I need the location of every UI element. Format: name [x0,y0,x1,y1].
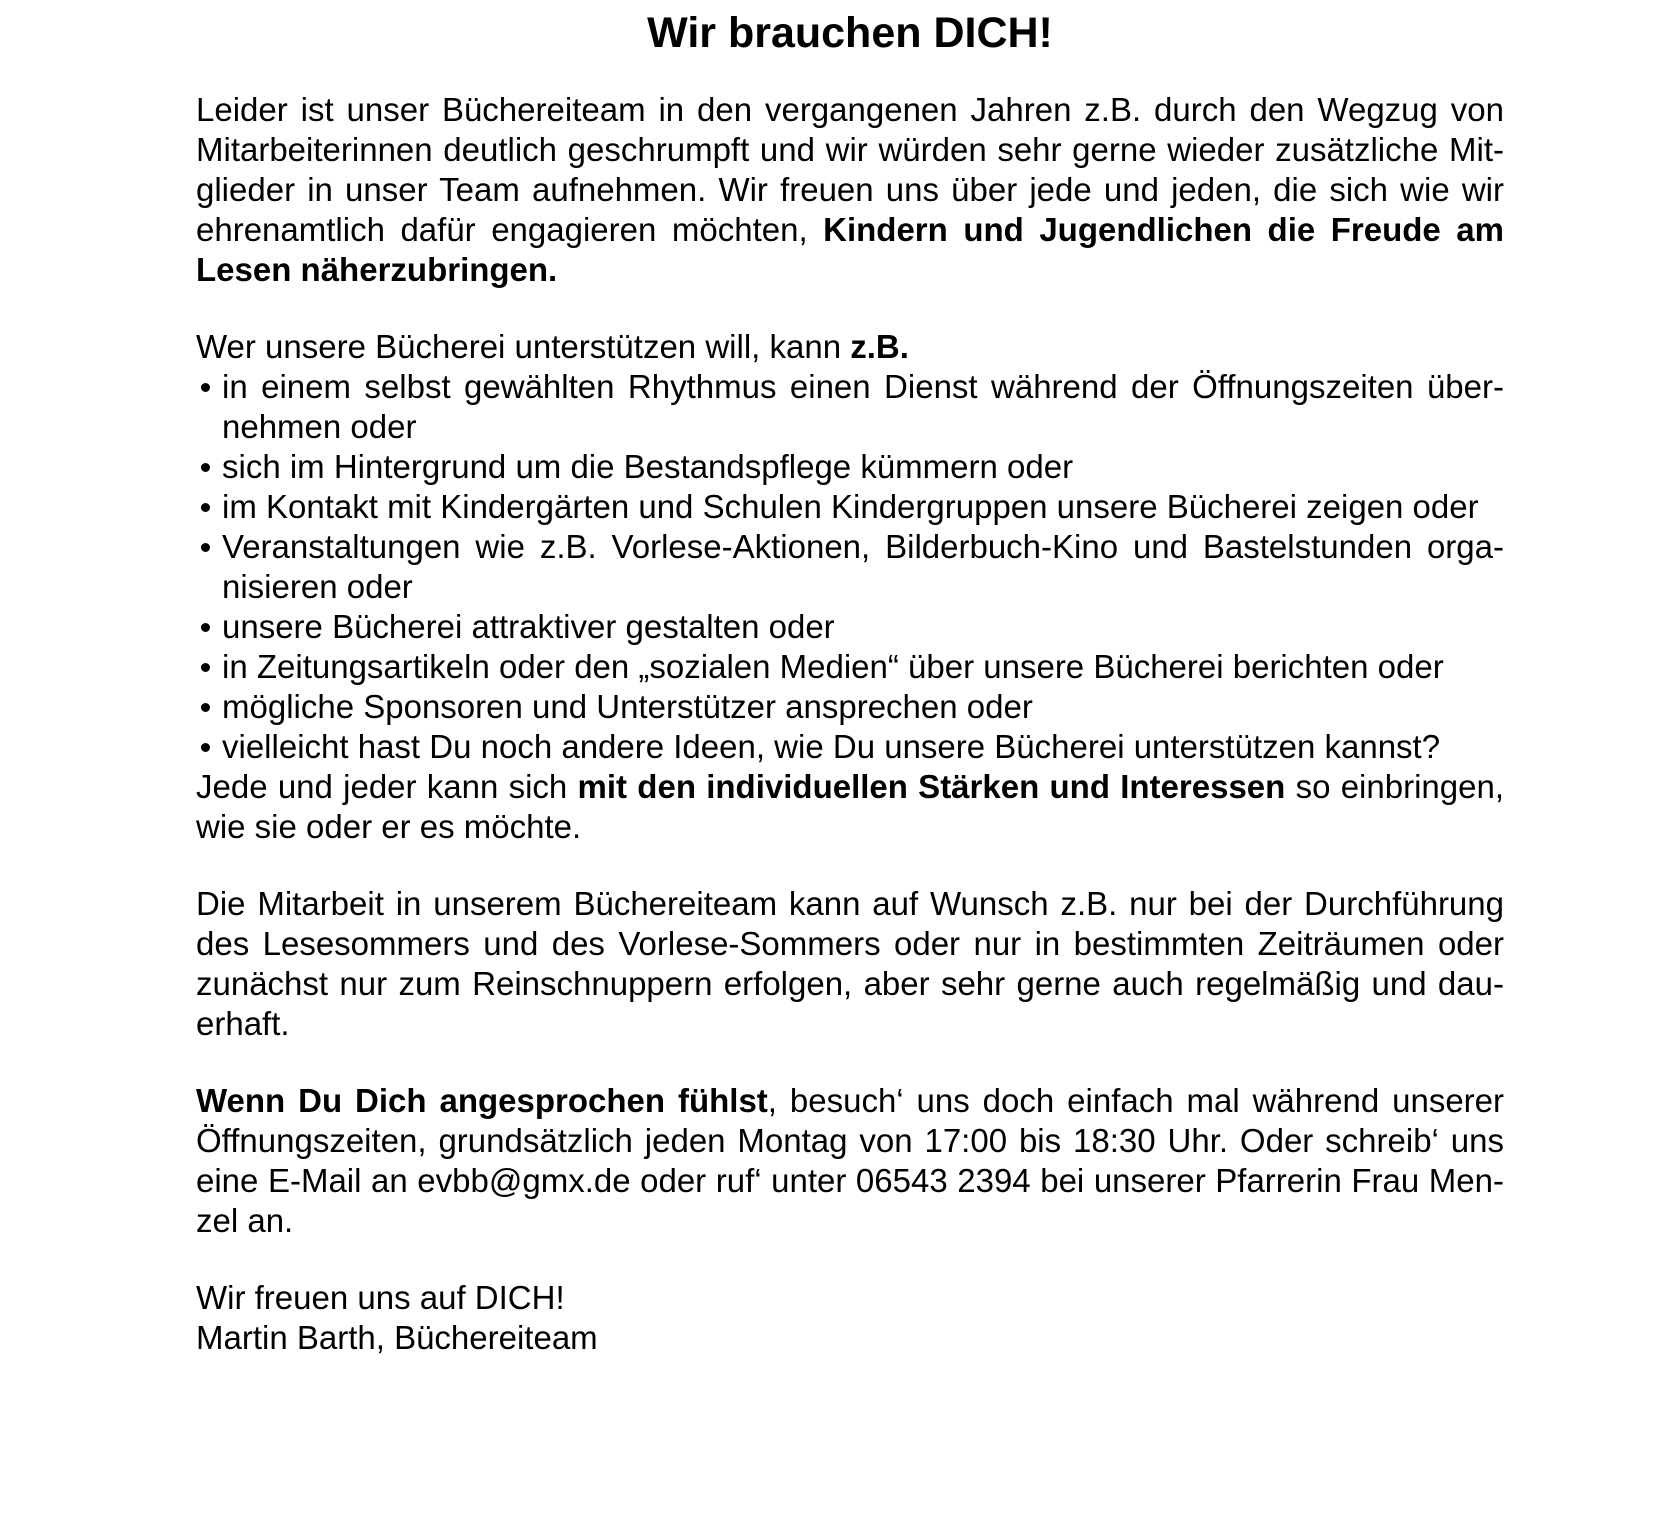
support-options-list [196,367,1504,767]
bold-text-segment: Kindern und Jugendlichen die Freude am Lesen näherzubringen. [196,211,1505,288]
text-line: Wir freuen uns auf DICH! [196,1279,565,1316]
list-item [196,447,1504,487]
support-intro-paragraph [196,327,1504,367]
list-item [196,487,1504,527]
list-item [196,647,1504,687]
text-segment: in einem selbst gewählten Rhythmus einen Dienst während der Öffnungszeiten übernehmen oder [222,368,1504,445]
text-segment: Jede und jeder kann sich [196,768,578,805]
text-segment: vielleicht hast Du noch andere Ideen, wie Du unsere Bücherei unterstützen kannst? [222,728,1441,765]
text-segment: unsere Bücherei attraktiver gestalten oder [222,608,835,645]
closing-lines [196,1278,1504,1358]
list-item [196,727,1504,767]
list-item [196,527,1504,607]
list-item [196,367,1504,447]
document-content [196,8,1504,1358]
bold-text-segment: mit den individuellen Stärken und Interessen [577,768,1286,805]
text-segment: Die Mitarbeit in unserem Büchereiteam kann auf Wunsch z.B. nur bei der Durchführung des Lesesommers und des Vorlese-Sommers oder nur in bestimmten Zeiträumen oder zunächst nur zum Reinschnuppern erfolgen, aber sehr gerne auch regelmäßig und dauerhaft. [196,885,1504,1042]
text-segment: , besuch‘ uns doch einfach mal während unserer Öffnungszeiten, grundsätzlich jeden Montag von 17:00 bis 18:30 Uhr. Oder schreib‘ uns eine E-Mail an evbb@gmx.de oder ruf‘ unter 06543 2394 bei unserer Pfarrerin Frau Menzel an. [196,1082,1505,1239]
bold-text-segment: z.B. [850,328,909,365]
intro-paragraph [196,90,1504,290]
text-segment: so einbringen, wie sie oder er es möchte. [196,768,1504,845]
list-item [196,687,1504,727]
list-item [196,607,1504,647]
participation-paragraph [196,884,1504,1044]
text-line: Martin Barth, Büchereiteam [196,1319,598,1356]
text-segment: im Kontakt mit Kindergärten und Schulen Kindergruppen unsere Bücherei zeigen oder [222,488,1479,525]
strengths-paragraph [196,767,1504,847]
page-title: Wir brauchen DICH! [647,9,1053,57]
bold-text-segment: Wenn Du Dich angesprochen fühlst [196,1082,768,1119]
text-segment: in Zeitungsartikeln oder den „sozialen Medien“ über unsere Bücherei berichten oder [222,648,1444,685]
text-segment: Leider ist unser Büchereiteam in den vergangenen Jahren z.B. durch den Wegzug von Mitarbeiterinnen deutlich geschrumpft und wir würden sehr gerne wieder zusätzliche Mitglieder in unser Team aufnehmen. Wir freuen uns über jede und jeden, die sich wie wir ehrenamtlich dafür engagieren möchten, [196,91,1504,248]
document-body [196,90,1504,1358]
text-segment: mögliche Sponsoren und Unterstützer ansprechen oder [222,688,1033,725]
text-segment: Wer unsere Bücherei unterstützen will, kann [196,328,851,365]
text-segment: Veranstaltungen wie z.B. Vorlese-Aktionen, Bilderbuch-Kino und Bastelstunden organisieren oder [222,528,1504,605]
contact-paragraph [196,1081,1504,1241]
text-segment: sich im Hintergrund um die Bestandspflege kümmern oder [222,448,1074,485]
